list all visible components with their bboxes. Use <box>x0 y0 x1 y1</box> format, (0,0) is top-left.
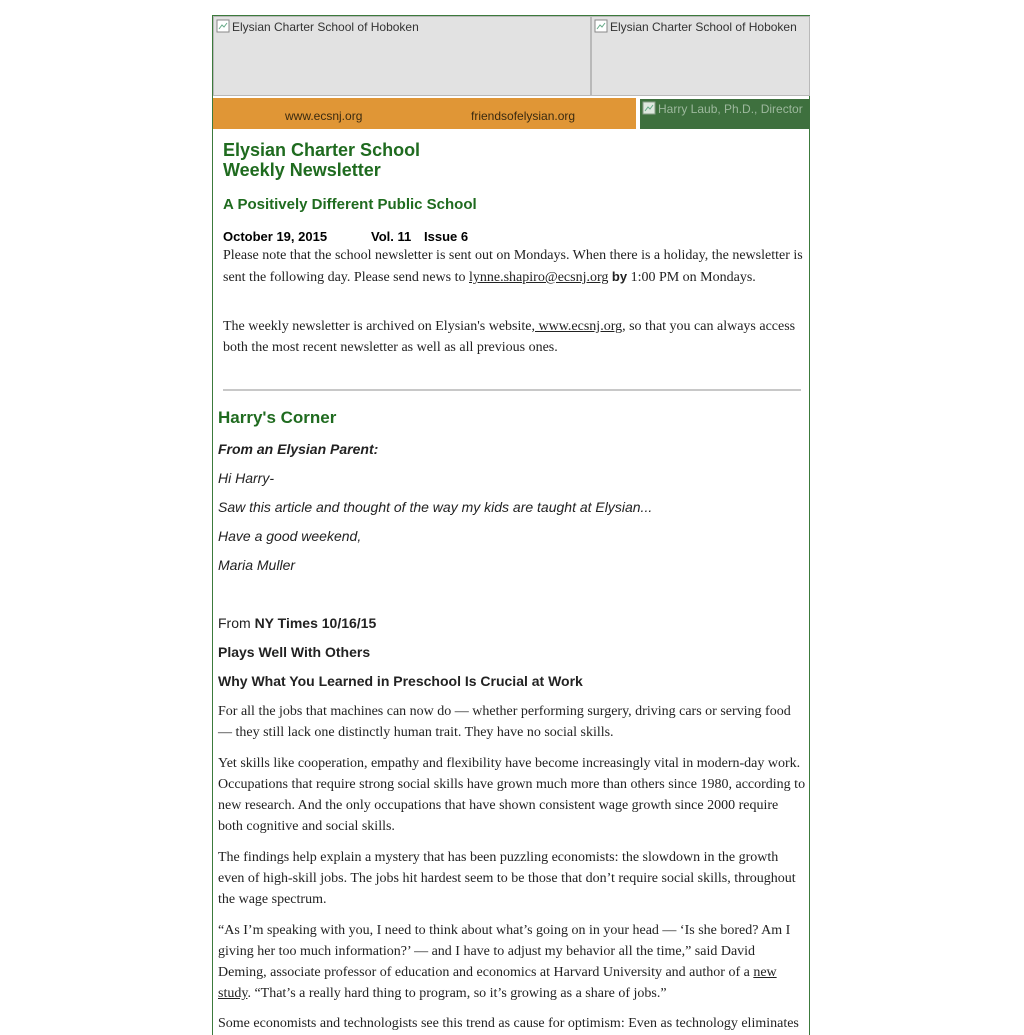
issue-volume: Vol. 11 <box>371 229 412 244</box>
newsletter-email-link[interactable]: lynne.shapiro@ecsnj.org <box>469 270 609 285</box>
director-image-alt: Harry Laub, Ph.D., Director <box>658 102 803 116</box>
article-paragraph-2: Yet skills like cooperation, empathy and flexibility have become increasingly vital in modern-day work. Occupations that require strong social skills have grown much more than others since 1980, according to new research. And the only occupations that have shown consistent wage growth since 2000 require both cognitive and social skills. <box>218 756 806 834</box>
school-logo-left-alt: Elysian Charter School of Hoboken <box>232 20 419 34</box>
source-prefix: From <box>218 615 255 631</box>
parent-message: Saw this article and thought of the way my kids are taught at Elysian... <box>218 499 653 515</box>
school-logo-right-alt: Elysian Charter School of Hoboken <box>610 20 797 34</box>
notice-by: by <box>611 269 628 284</box>
issue-info <box>223 229 468 244</box>
archive-text: The weekly newsletter is archived on Elysian's website, <box>223 319 535 334</box>
source-name: NY Times 10/16/15 <box>254 615 377 631</box>
harrys-corner-title: Harry's Corner <box>218 408 337 427</box>
from-parent-label: From an Elysian Parent: <box>218 441 379 457</box>
school-logo-right <box>591 16 810 96</box>
article-paragraph-4 <box>218 920 806 1004</box>
title-line-1: Elysian Charter School <box>223 140 421 160</box>
parent-closing: Have a good weekend, <box>218 528 362 544</box>
friends-of-elysian-link[interactable]: friendsofelysian.org <box>471 109 576 123</box>
notice-text: Please note that the school newsletter is sent out on Mondays. When there is a holiday, the newsletter is sent the following day. Please send news to <box>223 248 803 285</box>
archive-text-end: , so that you can always access both the most recent newsletter as well as all previous ones. <box>223 319 796 355</box>
archive-website-link[interactable]: www.ecsnj.org <box>535 319 623 334</box>
broken-image-icon <box>216 19 230 33</box>
article-headline: Plays Well With Others <box>218 644 371 660</box>
notice-text-end: 1:00 PM on Mondays. <box>627 270 756 285</box>
issue-date: October 19, 2015 <box>223 229 328 244</box>
article-subheadline: Why What You Learned in Preschool Is Crucial at Work <box>218 673 583 689</box>
issue-number: Issue 6 <box>424 229 469 244</box>
article-paragraph-1: For all the jobs that machines can now do — whether performing surgery, driving cars or serving food — they still lack one distinctly human trait. They have no social skills. <box>218 704 791 740</box>
paragraph-4-text: “As I’m speaking with you, I need to think about what’s going on in your head — ‘Is she bored? Am I giving her too much information?’ — and I have to adjust my behavior all the time,” said David Deming, associate professor of education and economics at Harvard University and author of a <box>218 923 791 980</box>
parent-greeting: Hi Harry- <box>218 470 274 486</box>
director-image <box>640 99 810 129</box>
article-paragraph-3: The findings help explain a mystery that has been puzzling economists: the slowdown in the growth even of high-skill jobs. The jobs hit hardest seem to be those that don’t require social skills, throughout the wage spectrum. <box>218 850 796 907</box>
section-divider <box>223 389 801 391</box>
submission-notice <box>223 245 805 288</box>
new-study-link[interactable]: new study <box>218 965 777 1001</box>
article-paragraph-5: Some economists and technologists see this trend as cause for optimism: Even as technology eliminates <box>218 1016 799 1031</box>
broken-image-icon <box>594 19 608 33</box>
title-line-2: Weekly Newsletter <box>223 160 381 180</box>
tagline: A Positively Different Public School <box>223 196 477 213</box>
article-source <box>218 615 376 631</box>
newsletter-title <box>223 140 420 180</box>
paragraph-4-text-end: . “That’s a really hard thing to program, so it’s growing as a share of jobs.” <box>247 986 667 1001</box>
parent-signature: Maria Muller <box>218 557 296 573</box>
school-logo-left <box>213 16 591 96</box>
ecsnj-link[interactable]: www.ecsnj.org <box>285 109 363 123</box>
archive-notice <box>223 316 805 358</box>
broken-image-icon <box>642 101 656 115</box>
